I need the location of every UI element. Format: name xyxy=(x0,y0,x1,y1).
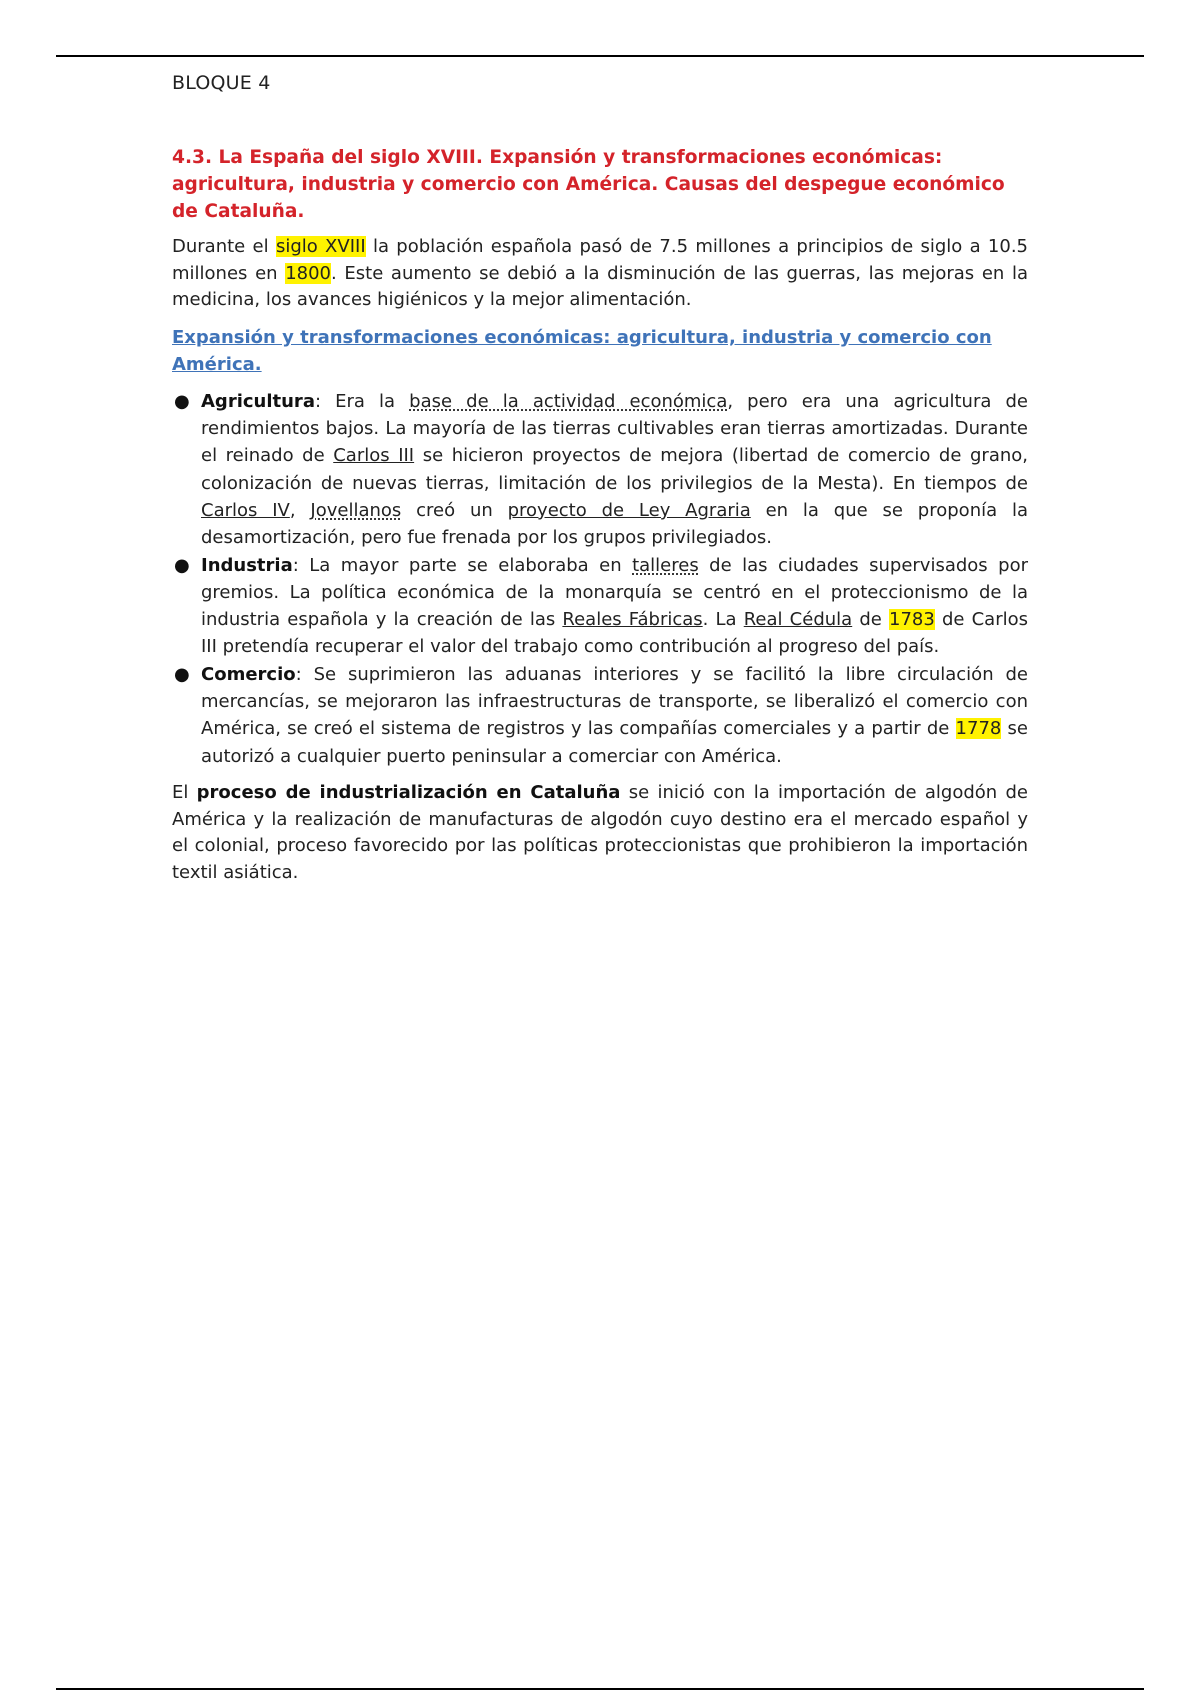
bullet-text: de las ciudades supervisados por gremios. La política económica de la monarquía se centró en el proteccionismo de la industria española y la creación de las xyxy=(201,554,1028,631)
underlined-term: Reales Fábricas xyxy=(562,609,703,631)
bullet-icon: ● xyxy=(174,663,190,685)
bullet-label: Agricultura xyxy=(201,390,315,412)
closing-text: El xyxy=(172,781,197,803)
underlined-term: talleres xyxy=(632,554,699,576)
bullet-text: : Se suprimieron las aduanas interiores y se facilitó la libre circulación de mercancías, se mejoraron las infraestructuras de transporte, se liberalizó el comercio con América, se creó el sistema de registros y las compañías comerciales y a partir de xyxy=(201,663,1028,740)
highlight-year: 1800 xyxy=(285,262,332,284)
intro-text: la población española pasó de 7.5 millones a principios de siglo a 10.5 millones en xyxy=(172,236,1028,284)
bullet-text: : La mayor parte se elaboraba en xyxy=(292,554,633,576)
bullet-text: , pero era una agricultura de rendimientos bajos. La mayoría de las tierras cultivables eran tierras amortizadas. Durante el reinado de xyxy=(201,390,1028,467)
bullet-text: creó un xyxy=(401,499,508,521)
bullet-text: se hicieron proyectos de mejora (libertad de comercio de grano, colonización de nuevas tierras, limitación de los privilegios de la Mesta). En tiempos de xyxy=(201,445,1028,494)
bullet-text: de xyxy=(852,609,889,631)
underlined-term: base de la actividad económica xyxy=(409,390,728,412)
highlight-year: 1778 xyxy=(955,718,1002,740)
bullet-text: : Era la xyxy=(314,390,410,412)
underlined-term: Carlos IV xyxy=(201,499,290,521)
intro-text: Durante el xyxy=(172,236,276,257)
intro-paragraph xyxy=(172,234,1028,314)
closing-text: se inició con la importación de algodón de América y la realización de manufacturas de algodón cuyo destino era el mercado español y el colonial, proceso favorecido por las políticas proteccionistas que prohibieron la importación textil asiática. xyxy=(172,781,1028,883)
intro-text: . Este aumento se debió a la disminución de las guerras, las mejoras en la medicina, los avances higiénicos y la mejor alimentación. xyxy=(172,262,1028,311)
bullet-text: se autorizó a cualquier puerto peninsular a comerciar con América. xyxy=(201,718,1028,767)
bullet-text: , xyxy=(289,499,311,521)
page-header: BLOQUE 4 xyxy=(172,72,271,94)
bullet-industria xyxy=(172,552,1028,661)
closing-paragraph xyxy=(172,780,1028,886)
bullet-icon: ● xyxy=(174,554,190,576)
highlight-siglo: siglo XVIII xyxy=(275,236,366,257)
document-body xyxy=(172,144,1028,886)
bottom-rule xyxy=(56,1688,1144,1690)
bullet-icon: ● xyxy=(174,390,190,412)
subheading: Expansión y transformaciones económicas: agricultura, industria y comercio con América. xyxy=(172,326,992,375)
bullet-comercio xyxy=(172,661,1028,770)
underlined-term: proyecto de Ley Agraria xyxy=(507,499,751,521)
bullet-text: en la que se proponía la desamortización, pero fue frenada por los grupos privilegiados. xyxy=(201,499,1028,549)
underlined-term: Jovellanos xyxy=(310,499,402,521)
bullet-text: de Carlos III pretendía recuperar el valor del trabajo como contribución al progreso del país. xyxy=(201,609,1028,658)
bullet-agricultura xyxy=(172,388,1028,552)
bullet-label: Industria xyxy=(201,554,293,576)
bullet-label: Comercio xyxy=(201,663,296,685)
underlined-term: Real Cédula xyxy=(743,609,853,631)
top-rule xyxy=(56,55,1144,57)
bullet-text: . La xyxy=(702,609,744,631)
section-title: 4.3. La España del siglo XVIII. Expansión y transformaciones económicas: agricultura, industria y comercio con América. Causas del despegue económico de Cataluña. xyxy=(172,147,1005,222)
bold-term: proceso de industrialización en Cataluña xyxy=(196,781,621,803)
underlined-term: Carlos III xyxy=(333,445,415,467)
bullet-list xyxy=(172,388,1028,770)
highlight-year: 1783 xyxy=(889,609,935,631)
